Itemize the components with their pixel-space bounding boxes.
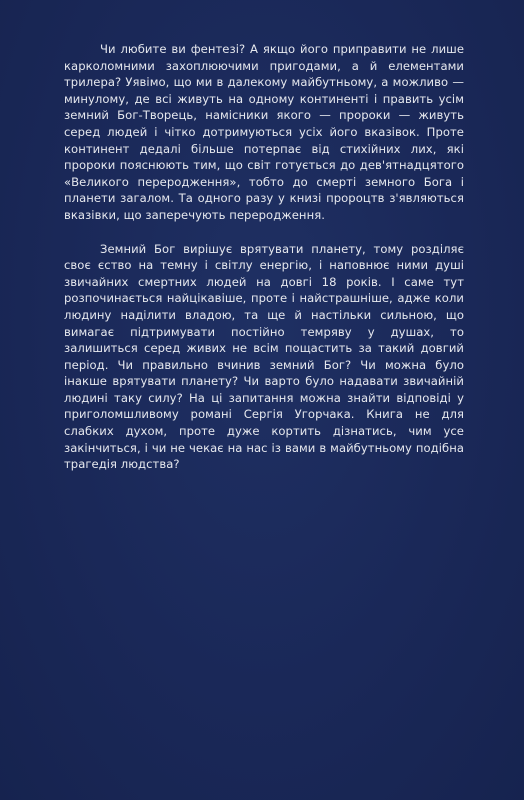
blurb-paragraph-1: Чи любите ви фентезі? А якщо його приправити не лише карколомними захоплюючими пригодами, а й елементами трилера? Уявімо, що ми в далекому майбутньому, а можливо — минулому, де всі живуть на одному континенті і править усім земний Бог-Творець, намісники якого — пророки — живуть серед людей і чітко дотримуються усіх його вказівок. Проте континент дедалі більше потерпає від стихійних лих, які пророки пояснюють тим, що світ готується до дев'ятнадцятого «Великого переродження», тобто до смерті земного Бога і планети загалом. Та одного разу у книзі пророцтв з'являються вказівки, що заперечують переродження. <box>64 42 464 222</box>
blurb-text <box>64 41 464 473</box>
blurb-paragraph-2: Земний Бог вирішує врятувати планету, тому розділяє своє єство на темну і світлу енергію, і наповнює ними душі звичайних смертних людей на довгі 18 років. І саме тут розпочинається найцікавіше, проте і найстрашніше, адже коли людину наділити владою, та ще й настільки сильною, що вимагає підтримувати постійно темряву у душах, то залишиться серед живих не всім пощастить за такий довгий період. Чи правильно вчинив земний Бог? Чи можна було інакше врятувати планету? Чи варто було надавати звичайній людині таку силу? На ці запитання можна знайти відповіді у приголомшливому романі Сергія Угорчака. Книга не для слабких духом, проте дуже кортить дізнатись, чим усе закінчиться, і чи не чекає на нас із вами в майбутньому подібна трагедія людства? <box>64 241 464 472</box>
